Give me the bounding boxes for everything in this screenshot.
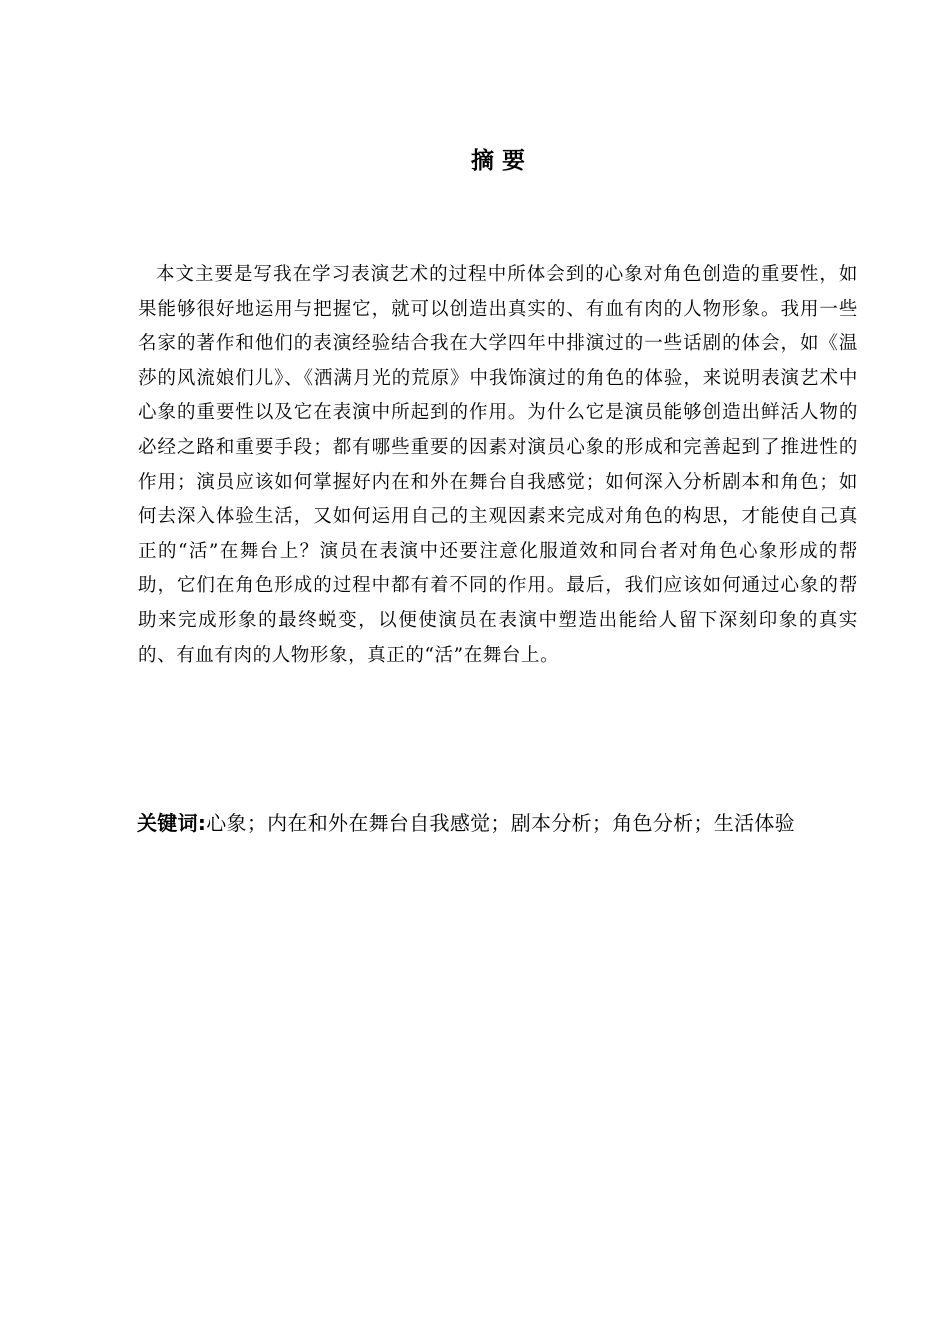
abstract-title: 摘 要	[470, 148, 525, 174]
abstract-paragraph: 本文主要是写我在学习表演艺术的过程中所体会到的心象对角色创造的重要性，如果能够很好地运用与把握它，就可以创造出真实的、有血有肉的人物形象。我用一些名家的著作和他们的表演经验结合我在大学四年中排演过的一些话剧的体会，如《温莎的风流娘们儿》、《洒满月光的荒原》中我饰演过的角色的体验，来说明表演艺术中心象的重要性以及它在表演中所起到的作用。为什么它是演员能够创造出鲜活人物的必经之路和重要手段；都有哪些重要的因素对演员心象的形成和完善起到了推进性的作用；演员应该如何掌握好内在和外在舞台自我感觉；如何深入分析剧本和角色；如何去深入体验生活，又如何运用自己的主观因素来完成对角色的构思，才能使自己真正的“活”在舞台上？演员在表演中还要注意化服道效和同台者对角色心象形成的帮助，它们在角色形成的过程中都有着不同的作用。最后，我们应该如何通过心象的帮助来完成形象的最终蜕变，以便使演员在表演中塑造出能给人留下深刻印象的真实的、有血有肉的人物形象，真正的“活”在舞台上。	[138, 264, 858, 666]
keywords-label: 关键词	[137, 811, 198, 835]
keywords-separator: :	[197, 811, 207, 835]
keywords-line	[137, 805, 859, 841]
keywords-list: 心象；内在和外在舞台自我感觉；剧本分析；角色分析；生活体验	[206, 811, 795, 835]
